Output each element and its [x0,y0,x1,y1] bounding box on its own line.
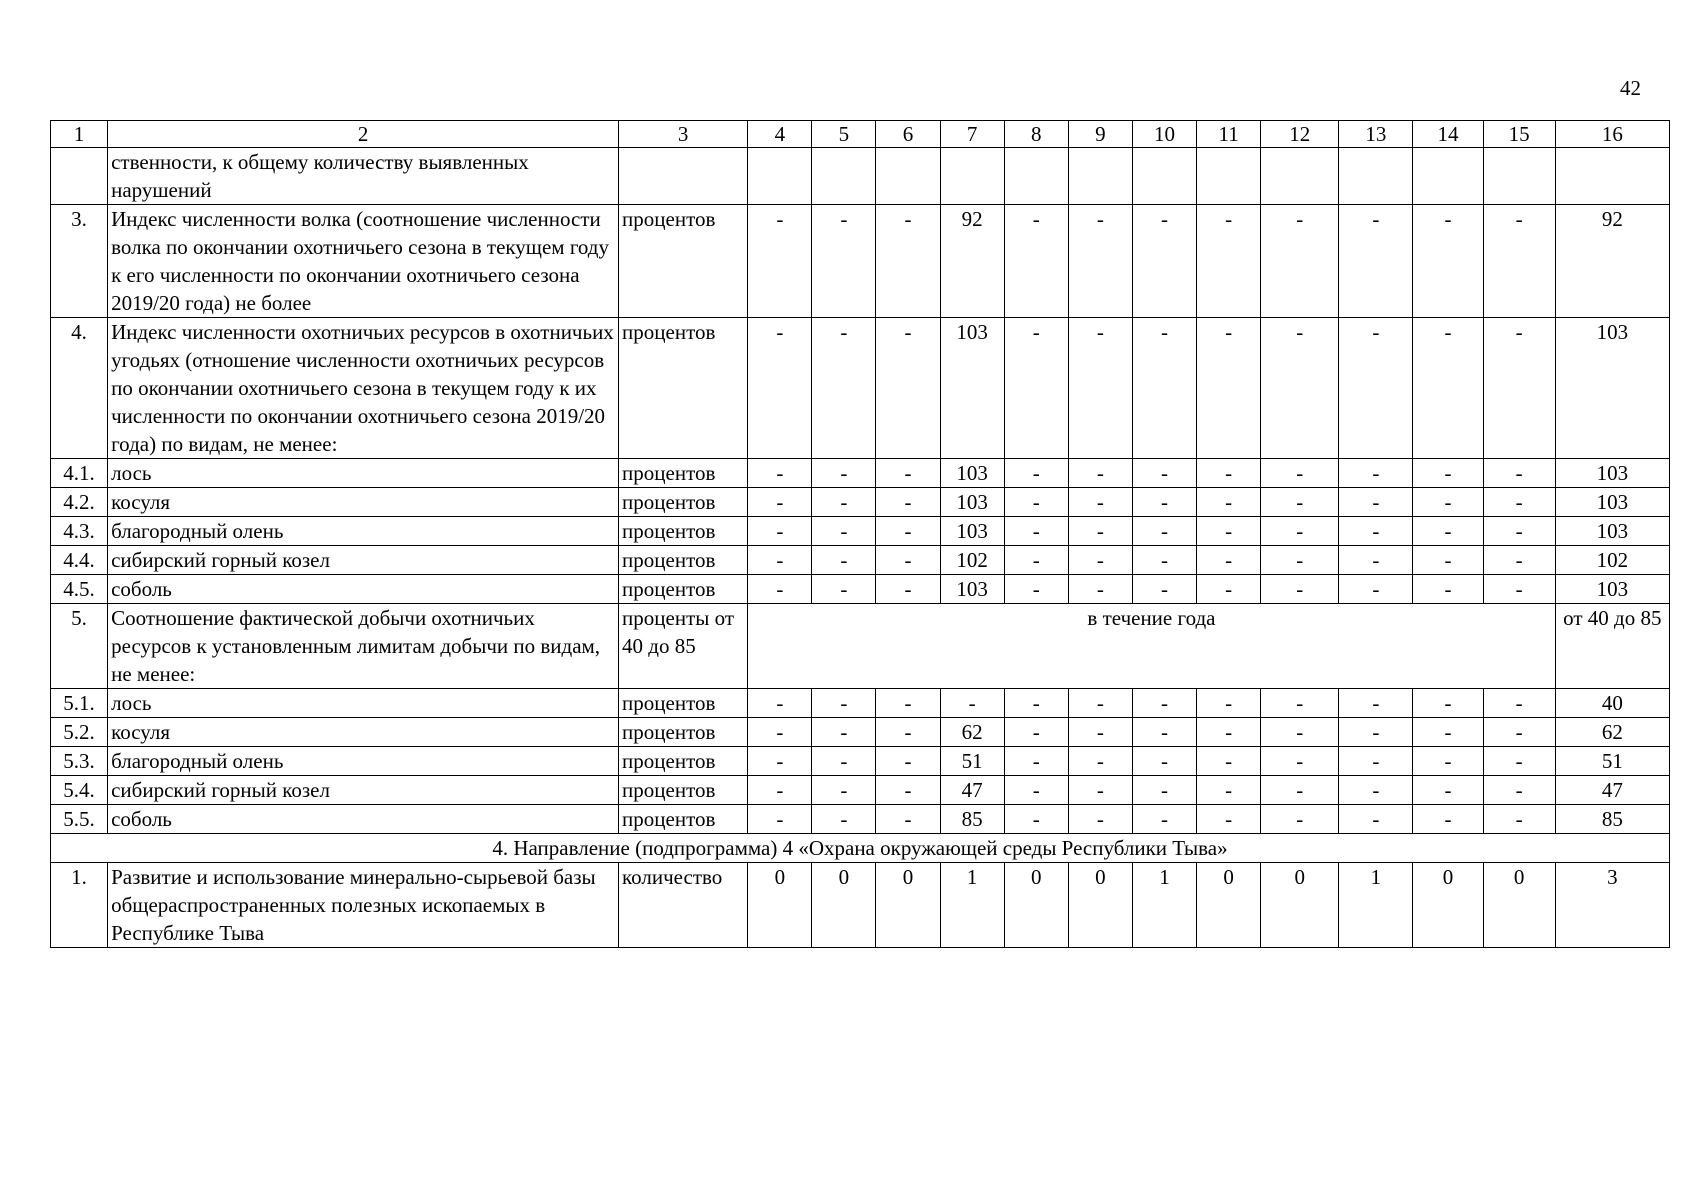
row-number: 4. [51,318,108,459]
row-number: 5.1. [51,689,108,718]
value-cell: - [1483,546,1555,575]
value-cell: - [1132,776,1196,805]
unit-cell: процентов [619,205,748,318]
value-cell: - [1261,689,1339,718]
value-cell: - [748,205,812,318]
value-cell: - [812,546,876,575]
value-cell: - [1197,318,1261,459]
value-cell: - [748,718,812,747]
column-number-header: 12 [1261,121,1339,148]
value-cell [1068,148,1132,205]
value-cell: - [1197,776,1261,805]
value-cell: - [1004,718,1068,747]
value-cell: - [876,805,940,834]
value-cell: - [1068,689,1132,718]
value-cell: - [812,805,876,834]
value-cell: - [1197,805,1261,834]
value-cell: - [1068,488,1132,517]
value-cell: - [876,205,940,318]
value-cell: - [1197,488,1261,517]
unit-cell [619,148,748,205]
value-cell: 0 [876,863,940,948]
total-cell: 103 [1555,318,1669,459]
value-cell: 103 [940,318,1004,459]
value-cell: - [1068,459,1132,488]
value-cell: - [1004,517,1068,546]
value-cell: - [1132,718,1196,747]
value-cell: - [1261,488,1339,517]
table-row [51,459,1670,488]
value-cell: - [876,575,940,604]
row-number: 4.5. [51,575,108,604]
value-cell [876,148,940,205]
indicator-name: косуля [108,718,619,747]
value-cell: - [1068,546,1132,575]
value-cell: - [1068,318,1132,459]
table-row [51,776,1670,805]
value-cell: - [1004,205,1068,318]
value-cell: 103 [940,488,1004,517]
value-cell: - [1413,517,1483,546]
total-cell: 103 [1555,459,1669,488]
indicator-name: Индекс численности охотничьих ресурсов в охотничьих угодьях (отношение численности охотничьих ресурсов по окончании охотничьего сезона в текущем году к их численности по окончании охотничьего сезона 2019/20 года) по видам, не менее: [108,318,619,459]
value-cell: - [1132,747,1196,776]
unit-cell: процентов [619,459,748,488]
total-cell: от 40 до 85 [1555,604,1669,689]
row-number: 5.3. [51,747,108,776]
total-cell: 47 [1555,776,1669,805]
value-cell: - [1261,718,1339,747]
row-number: 4.1. [51,459,108,488]
value-cell [1197,148,1261,205]
column-number-header: 7 [940,121,1004,148]
value-cell: - [1004,689,1068,718]
value-cell: - [876,689,940,718]
value-cell: - [1483,689,1555,718]
table-row [51,747,1670,776]
value-cell: - [1339,459,1413,488]
value-cell: - [1339,205,1413,318]
value-cell: - [1197,575,1261,604]
value-cell: - [1483,488,1555,517]
value-cell: 0 [1261,863,1339,948]
value-cell [812,148,876,205]
value-cell: - [812,205,876,318]
unit-cell: процентов [619,488,748,517]
table-row [51,318,1670,459]
value-cell: - [1339,776,1413,805]
value-cell: - [748,546,812,575]
value-cell: 0 [1483,863,1555,948]
value-cell: - [1004,459,1068,488]
total-cell: 103 [1555,575,1669,604]
value-cell: - [1197,517,1261,546]
value-cell: - [876,488,940,517]
total-cell: 85 [1555,805,1669,834]
value-cell: - [812,517,876,546]
total-cell: 92 [1555,205,1669,318]
value-cell: 0 [1413,863,1483,948]
value-cell [748,148,812,205]
value-cell: 0 [812,863,876,948]
indicator-name: ственности, к общему количеству выявленных нарушений [108,148,619,205]
value-cell: - [748,517,812,546]
indicator-name: лось [108,459,619,488]
row-number: 4.2. [51,488,108,517]
value-cell: - [1261,205,1339,318]
value-cell: - [1261,805,1339,834]
total-cell: 62 [1555,718,1669,747]
value-cell: - [812,718,876,747]
value-cell: - [1004,488,1068,517]
value-cell: - [1004,546,1068,575]
value-cell: - [1261,747,1339,776]
value-cell: - [1261,575,1339,604]
value-cell: - [1261,459,1339,488]
value-cell: - [748,747,812,776]
value-cell: - [748,805,812,834]
row-number [51,148,108,205]
table-row [51,205,1670,318]
unit-cell: проценты от 40 до 85 [619,604,748,689]
indicator-name: соболь [108,805,619,834]
unit-cell: процентов [619,546,748,575]
value-cell: - [1068,575,1132,604]
table-row [51,863,1670,948]
value-cell: 92 [940,205,1004,318]
value-cell: - [1132,517,1196,546]
value-cell [1413,148,1483,205]
indicator-name: сибирский горный козел [108,546,619,575]
unit-cell: процентов [619,318,748,459]
column-number-header: 11 [1197,121,1261,148]
table-row [51,488,1670,517]
value-cell: - [1261,517,1339,546]
column-number-header: 16 [1555,121,1669,148]
value-cell: 47 [940,776,1004,805]
value-cell [940,148,1004,205]
value-cell: - [1339,575,1413,604]
column-number-header: 2 [108,121,619,148]
value-cell: 85 [940,805,1004,834]
value-cell: - [812,575,876,604]
section-title: 4. Направление (подпрограмма) 4 «Охрана окружающей среды Республики Тыва» [51,834,1670,863]
total-cell: 3 [1555,863,1669,948]
value-cell: - [748,459,812,488]
value-cell: - [1068,205,1132,318]
value-cell: - [748,575,812,604]
value-cell: - [876,747,940,776]
indicator-name: соболь [108,575,619,604]
column-number-header: 6 [876,121,940,148]
value-cell: - [1483,776,1555,805]
total-cell: 40 [1555,689,1669,718]
value-cell: - [1068,747,1132,776]
column-number-header: 3 [619,121,748,148]
page-number: 42 [1620,76,1641,100]
value-cell: - [1132,546,1196,575]
value-cell [1004,148,1068,205]
total-cell: 51 [1555,747,1669,776]
value-cell [1132,148,1196,205]
period-note: в течение года [748,604,1555,689]
unit-cell: процентов [619,747,748,776]
value-cell: 0 [748,863,812,948]
value-cell: - [748,776,812,805]
value-cell: 62 [940,718,1004,747]
value-cell: - [1483,575,1555,604]
value-cell: - [812,488,876,517]
value-cell: - [1068,517,1132,546]
value-cell: - [1339,747,1413,776]
value-cell: - [1339,318,1413,459]
total-cell: 102 [1555,546,1669,575]
value-cell: 1 [1132,863,1196,948]
value-cell: - [1413,546,1483,575]
value-cell: - [1413,747,1483,776]
value-cell: - [812,459,876,488]
column-number-header: 8 [1004,121,1068,148]
row-number: 3. [51,205,108,318]
total-cell [1555,148,1669,205]
value-cell: - [1197,459,1261,488]
value-cell: - [748,689,812,718]
column-number-header: 4 [748,121,812,148]
column-number-header: 1 [51,121,108,148]
unit-cell: количество [619,863,748,948]
value-cell: - [1132,805,1196,834]
value-cell: - [1413,805,1483,834]
unit-cell: процентов [619,575,748,604]
value-cell: - [748,488,812,517]
value-cell: - [1132,459,1196,488]
value-cell: - [1483,718,1555,747]
unit-cell: процентов [619,517,748,546]
value-cell: - [876,546,940,575]
value-cell: 1 [1339,863,1413,948]
indicator-name: Индекс численности волка (соотношение численности волка по окончании охотничьего сезона в текущем году к его численности по окончании охотничьего сезона 2019/20 года) не более [108,205,619,318]
value-cell: - [1339,488,1413,517]
value-cell: - [748,318,812,459]
value-cell: - [1004,805,1068,834]
table-row [51,604,1670,689]
value-cell: - [1261,776,1339,805]
value-cell: - [1413,776,1483,805]
value-cell [1261,148,1339,205]
value-cell: - [812,689,876,718]
indicator-name: Соотношение фактической добычи охотничьих ресурсов к установленным лимитам добычи по видам, не менее: [108,604,619,689]
unit-cell: процентов [619,805,748,834]
value-cell: - [1483,805,1555,834]
value-cell: - [1004,575,1068,604]
unit-cell: процентов [619,776,748,805]
value-cell: - [812,776,876,805]
value-cell [1483,148,1555,205]
column-number-header: 10 [1132,121,1196,148]
value-cell: - [1483,459,1555,488]
value-cell: - [940,689,1004,718]
table-row [51,517,1670,546]
value-cell: - [812,747,876,776]
value-cell: - [1068,776,1132,805]
value-cell: - [1068,805,1132,834]
value-cell: - [1261,318,1339,459]
indicator-name: благородный олень [108,747,619,776]
value-cell: - [876,459,940,488]
value-cell: - [1413,689,1483,718]
row-number: 5.5. [51,805,108,834]
value-cell: - [1004,776,1068,805]
value-cell: 51 [940,747,1004,776]
value-cell: - [1261,546,1339,575]
row-number: 5.4. [51,776,108,805]
value-cell: - [876,776,940,805]
total-cell: 103 [1555,488,1669,517]
row-number: 4.3. [51,517,108,546]
table-row [51,148,1670,205]
value-cell: - [1413,205,1483,318]
row-number: 5.2. [51,718,108,747]
value-cell: - [1413,488,1483,517]
table-row [51,718,1670,747]
value-cell: 103 [940,575,1004,604]
value-cell: - [1132,575,1196,604]
value-cell: - [876,718,940,747]
section-row [51,834,1670,863]
value-cell: - [1339,546,1413,575]
indicators-table [50,120,1670,948]
column-number-header: 15 [1483,121,1555,148]
value-cell: - [1339,517,1413,546]
indicator-name: Развитие и использование минерально-сырьевой базы общераспространенных полезных ископаемых в Республике Тыва [108,863,619,948]
value-cell: - [1132,689,1196,718]
value-cell: 0 [1004,863,1068,948]
value-cell: - [1483,747,1555,776]
indicator-name: лось [108,689,619,718]
value-cell: 102 [940,546,1004,575]
indicator-name: косуля [108,488,619,517]
value-cell: - [1197,689,1261,718]
table-row [51,575,1670,604]
unit-cell: процентов [619,718,748,747]
value-cell: - [1413,459,1483,488]
row-number: 1. [51,863,108,948]
value-cell: - [1068,718,1132,747]
value-cell: - [1413,575,1483,604]
value-cell: - [1197,205,1261,318]
value-cell: - [1197,546,1261,575]
value-cell: 0 [1068,863,1132,948]
indicator-name: сибирский горный козел [108,776,619,805]
value-cell: - [1483,517,1555,546]
value-cell: - [1483,318,1555,459]
row-number: 4.4. [51,546,108,575]
column-number-header: 9 [1068,121,1132,148]
unit-cell: процентов [619,689,748,718]
value-cell: - [1413,718,1483,747]
value-cell: - [1132,205,1196,318]
value-cell: - [1197,747,1261,776]
value-cell: - [1004,318,1068,459]
column-number-header: 13 [1339,121,1413,148]
value-cell: 0 [1197,863,1261,948]
value-cell: - [1339,805,1413,834]
value-cell: 103 [940,517,1004,546]
total-cell: 103 [1555,517,1669,546]
value-cell [1339,148,1413,205]
value-cell: - [812,318,876,459]
value-cell: - [1339,718,1413,747]
table-row [51,805,1670,834]
table-row [51,546,1670,575]
value-cell: 1 [940,863,1004,948]
value-cell: - [876,318,940,459]
value-cell: - [1132,318,1196,459]
value-cell: - [1413,318,1483,459]
value-cell: 103 [940,459,1004,488]
row-number: 5. [51,604,108,689]
value-cell: - [1339,689,1413,718]
value-cell: - [1132,488,1196,517]
table-row [51,689,1670,718]
value-cell: - [876,517,940,546]
value-cell: - [1483,205,1555,318]
value-cell: - [1197,718,1261,747]
value-cell: - [1004,747,1068,776]
indicator-name: благородный олень [108,517,619,546]
column-number-header: 5 [812,121,876,148]
column-number-header: 14 [1413,121,1483,148]
table-header-row [51,121,1670,148]
